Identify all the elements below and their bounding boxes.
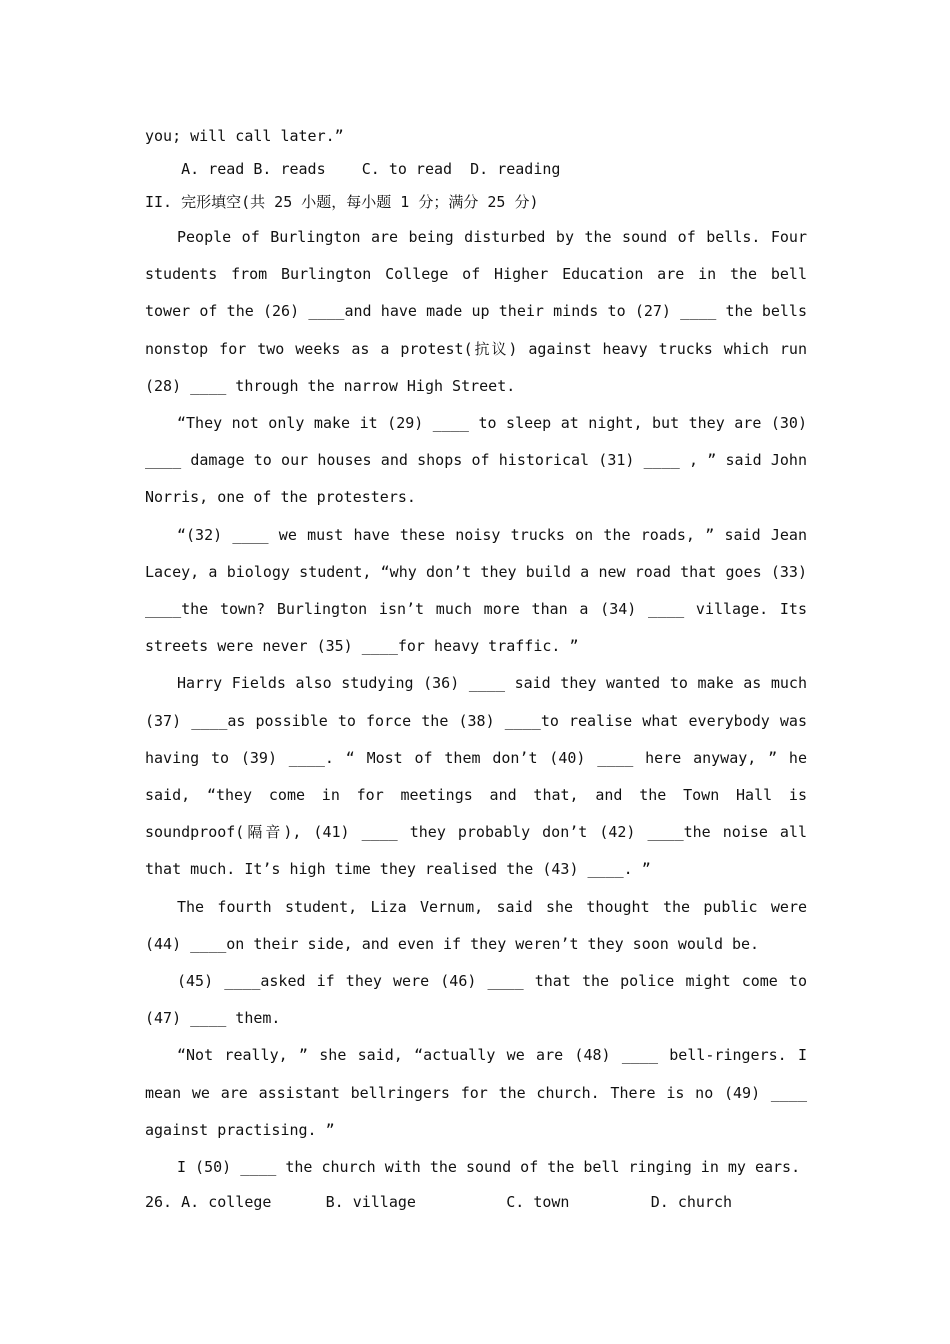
passage-paragraph-2: “They not only make it (29) ____ to sleep at night, but they are (30) ____ damage to our houses and shops of historical (31) ____ , ” said John Norris, one of the protesters. bbox=[145, 414, 807, 507]
previous-question-fragment: you; will call later.” bbox=[145, 127, 344, 145]
question-26-options: 26. A. college B. village C. town D. church bbox=[145, 1193, 732, 1212]
previous-question-options: A. read B. reads C. to read D. reading bbox=[145, 160, 561, 178]
passage-paragraph-4: Harry Fields also studying (36) ____ said they wanted to make as much (37) ____as possible to force the (38) ____to realise what everybody was having to (39) ____. “ Most of them don’t (40) ____ here anyway, ” he said, “they come in for meetings and that, and the Town Hall is soundproof(隔音), (41) ____ they probably don’t (42) ____the noise all that much. It’s high time they realised the (43) ____. ” bbox=[145, 674, 807, 879]
passage-paragraph-8: I (50) ____ the church with the sound of the bell ringing in my ears. bbox=[177, 1158, 801, 1177]
page-content bbox=[145, 120, 807, 1219]
passage-paragraph-1: People of Burlington are being disturbed by the sound of bells. Four students from Burlington College of Higher Education are in the bell tower of the (26) ____and have made up their minds to (27) ____ the bells nonstop for two weeks as a protest(抗议) against heavy trucks which run (28) ____ through the narrow High Street. bbox=[145, 228, 807, 395]
passage-paragraph-6: (45) ____asked if they were (46) ____ that the police might come to (47) ____ them. bbox=[145, 972, 807, 1028]
section-heading: II. 完形填空(共 25 小题，每小题 1 分；满分 25 分) bbox=[145, 193, 539, 211]
passage-paragraph-5: The fourth student, Liza Vernum, said she thought the public were (44) ____on their side, and even if they weren’t they soon would be. bbox=[145, 897, 807, 953]
passage-paragraph-3: “(32) ____ we must have these noisy trucks on the roads, ” said Jean Lacey, a biology student, “why don’t they build a new road that goes (33) ____the town? Burlington isn’t much more than a (34) ____ village. Its streets were never (35) ____for heavy traffic. ” bbox=[145, 525, 807, 656]
passage-paragraph-7: “Not really, ” she said, “actually we are (48) ____ bell-ringers. I mean we are assistant bellringers for the church. There is no (49) ____ against practising. ” bbox=[145, 1046, 807, 1139]
